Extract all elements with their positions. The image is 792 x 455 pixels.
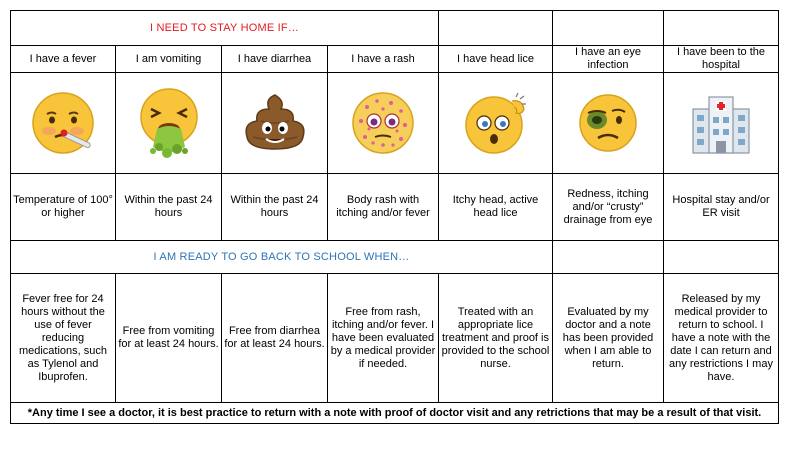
condition-eye-infection: I have an eye infection bbox=[553, 46, 664, 73]
detail-vomiting: Within the past 24 hours bbox=[116, 174, 222, 241]
diarrhea-icon-cell bbox=[222, 73, 328, 174]
vomiting-face-icon bbox=[133, 85, 205, 161]
hospital-icon bbox=[685, 87, 757, 159]
stay-home-title: I NEED TO STAY HOME IF… bbox=[11, 11, 439, 46]
empty-cell bbox=[664, 11, 779, 46]
detail-fever: Temperature of 100° or higher bbox=[11, 174, 116, 241]
poop-icon bbox=[239, 87, 311, 159]
sick-thermometer-face-icon bbox=[27, 87, 99, 159]
empty-cell bbox=[664, 241, 779, 274]
head-lice-icon-cell bbox=[439, 73, 553, 174]
footnote: *Any time I see a doctor, it is best practice to return with a note with proof of doctor visit and any retrictions that may be a result of that visit. bbox=[11, 403, 779, 424]
detail-diarrhea: Within the past 24 hours bbox=[222, 174, 328, 241]
detail-head-lice: Itchy head, active head lice bbox=[439, 174, 553, 241]
hospital-icon-cell bbox=[664, 73, 779, 174]
head-lice-face-icon bbox=[460, 87, 532, 159]
condition-diarrhea: I have diarrhea bbox=[222, 46, 328, 73]
fever-icon-cell bbox=[11, 73, 116, 174]
empty-cell bbox=[439, 11, 553, 46]
rash-icon-cell bbox=[328, 73, 439, 174]
detail-hospital: Hospital stay and/or ER visit bbox=[664, 174, 779, 241]
detail-rash: Body rash with itching and/or fever bbox=[328, 174, 439, 241]
return-head-lice: Treated with an appropriate lice treatment and proof is provided to the school nurse. bbox=[439, 274, 553, 403]
vomiting-icon-cell bbox=[116, 73, 222, 174]
return-hospital: Released by my medical provider to return to school. I have a note with the date I can return and any restrictions I may have. bbox=[664, 274, 779, 403]
condition-hospital: I have been to the hospital bbox=[664, 46, 779, 73]
return-school-title: I AM READY TO GO BACK TO SCHOOL WHEN… bbox=[11, 241, 553, 274]
eye-infection-icon-cell bbox=[553, 73, 664, 174]
empty-cell bbox=[553, 241, 664, 274]
return-rash: Free from rash, itching and/or fever. I have been evaluated by a medical provider if needed. bbox=[328, 274, 439, 403]
return-vomiting: Free from vomiting for at least 24 hours. bbox=[116, 274, 222, 403]
detail-eye-infection: Redness, itching and/or “crusty” drainage from eye bbox=[553, 174, 664, 241]
eye-infection-face-icon bbox=[572, 87, 644, 159]
empty-cell bbox=[553, 11, 664, 46]
return-diarrhea: Free from diarrhea for at least 24 hours. bbox=[222, 274, 328, 403]
condition-rash: I have a rash bbox=[328, 46, 439, 73]
stay-home-chart bbox=[10, 10, 779, 424]
return-eye-infection: Evaluated by my doctor and a note has been provided when I am able to return. bbox=[553, 274, 664, 403]
rash-face-icon bbox=[347, 87, 419, 159]
condition-head-lice: I have head lice bbox=[439, 46, 553, 73]
condition-fever: I have a fever bbox=[11, 46, 116, 73]
condition-vomiting: I am vomiting bbox=[116, 46, 222, 73]
return-fever: Fever free for 24 hours without the use of fever reducing medications, such as Tylenol and Ibuprofen. bbox=[11, 274, 116, 403]
